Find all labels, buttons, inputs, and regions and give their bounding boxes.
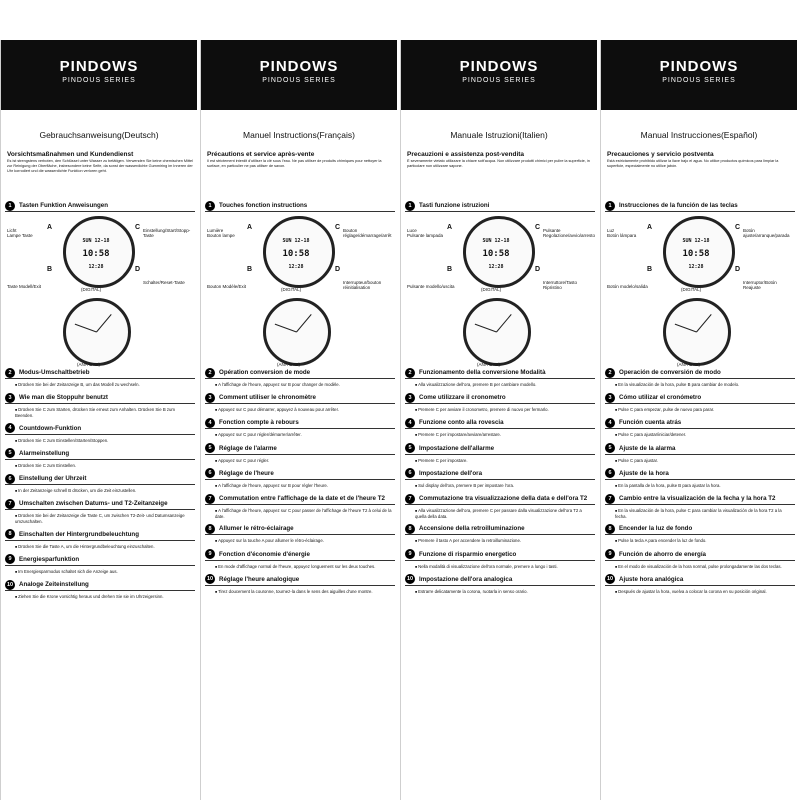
precaution-text: Il est strictement interdit d'utiliser la clé sous l'eau. Ne pas utiliser de produits chimiques pour nettoyer la surface, en particulier ne pas utiliser de savon.: [207, 159, 382, 168]
brand-name: PINDOWS: [459, 58, 539, 75]
button-diagram: [205, 214, 393, 367]
button-diagram: [5, 214, 193, 367]
brand-series: PINDOUS SERIES: [62, 77, 136, 84]
section-text: ■ Appuyez sur la touche A pour allumer le rétro-éclairage.: [201, 537, 397, 545]
section-title: Instrucciones de la función de las teclas: [619, 202, 738, 209]
light-button-label: Lumière Bouton lampe: [207, 228, 235, 238]
section-number: 1: [5, 201, 15, 211]
section-title: Wie man die Stoppuhr benutzt: [19, 394, 108, 402]
section-number: 4: [405, 418, 415, 428]
section-text: ■ Sul display dell'ora, premere B per impostare l'ora.: [401, 482, 597, 490]
precaution-title: Precauzioni e assistenza post-vendita: [407, 151, 525, 158]
start-stop-button-label: Pulsante Regolazione/avvio/arresto: [543, 228, 596, 238]
section-heading: [5, 554, 195, 566]
section-heading: [5, 579, 195, 591]
section-number: 4: [5, 423, 15, 433]
section-heading: [405, 200, 595, 212]
section-heading: [205, 574, 395, 586]
analog-watch-icon: [63, 298, 131, 366]
section-heading: [205, 549, 395, 561]
section-heading: [405, 417, 595, 429]
section-text: ■ Pulse C para ajustar/iniciar/detener.: [601, 431, 797, 439]
section-heading: [205, 392, 395, 404]
section-number: 3: [205, 393, 215, 403]
section-text: ■ Drücken Sie bei der Zeitanzeige die Taste C, um zwischen T2-Zeit- und Datumsanzeige umzuschalten.: [1, 512, 197, 525]
lcd-subtime: 12:28: [88, 264, 104, 270]
section-number: 5: [605, 443, 615, 453]
section-title: Encender la luz de fondo: [619, 525, 693, 533]
section-title: Réglage de l'heure: [219, 469, 274, 477]
section-heading: [605, 367, 795, 379]
section-title: Analoge Zeiteinstellung: [19, 581, 89, 589]
section-heading: [205, 443, 395, 455]
section-number: 10: [6, 581, 14, 588]
manual-column: [200, 40, 397, 800]
section-text: ■ Drücken Sie bei der Zeitanzeige B, um das Modell zu wechseln.: [1, 381, 197, 389]
section-text: ■ Estrarre delicatamente la corona, ruotarla in senso orario.: [401, 588, 597, 596]
section-heading: [405, 549, 595, 561]
brand-header: [1, 40, 197, 110]
section-heading: [5, 200, 195, 212]
section-number: 9: [405, 549, 415, 559]
section-heading: [405, 468, 595, 480]
section-title: Alarmeinstellung: [19, 449, 70, 457]
precaution-text: Es ist strengstens verboten, den Schlüssel unter Wasser zu betätigen. Verwenden Sie keine chemischen Mittel zur Reinigung der Oberfläche, insbesondere keine Seife, da sonst der wasserdichte Gummiring im Inneren der Uhr korrodiert und die wasserdichte Funktion verloren geht.: [7, 159, 194, 173]
section-title: Ajuste de la hora: [619, 469, 669, 477]
section-heading: [405, 392, 595, 404]
reset-button-label: Interrupteur/bouton réinitialisation: [343, 280, 382, 290]
key-c-label: C: [135, 224, 141, 231]
brand-name: PINDOWS: [259, 58, 339, 75]
key-c-label: C: [735, 224, 741, 231]
section-number: 2: [405, 368, 415, 378]
section-text: ■ Alla visualizzazione dell'ora, premere B per cambiare modello.: [401, 381, 597, 389]
section-title: Función cuenta atrás: [619, 419, 682, 427]
section-heading: [5, 448, 195, 460]
section-number: 7: [205, 494, 215, 504]
section-title: Modus-Umschaltbetrieb: [19, 369, 90, 376]
section-heading: [605, 523, 795, 535]
precaution-title: Vorsichtsmaßnahmen und Kundendienst: [7, 151, 134, 158]
section-title: Comment utiliser le chronomètre: [219, 394, 316, 402]
section-text: ■ Pulse C para ajustar.: [601, 457, 797, 465]
section-text: ■ Appuyez sur C pour démarrer, appuyez à nouveau pour arrêter.: [201, 406, 397, 414]
mode-button-label: Pulsante modello/uscita: [407, 284, 455, 289]
section-heading: [605, 549, 795, 561]
section-title: Ajuste de la alarma: [619, 444, 676, 452]
manual-title: Manual Instrucciones(Español): [640, 130, 758, 140]
section-title: Touches fonction instructions: [219, 202, 308, 209]
digital-caption: (DIGITAL): [681, 287, 702, 292]
section-number: 9: [205, 549, 215, 559]
section-title: Countdown-Funktion: [19, 424, 82, 432]
section-number: 6: [405, 468, 415, 478]
section-text: ■ Drücken Sie C zum Starten, drücken Sie erneut zum Anhalten. Drücken Sie B zum Beenden.: [1, 406, 197, 419]
lcd-date: SUN 12-18: [482, 238, 510, 244]
key-d-label: D: [735, 266, 741, 273]
section-text: ■ Appuyez sur C pour régler.: [201, 457, 397, 465]
section-title: Tasti funzione istruzioni: [419, 202, 490, 209]
section-title: Réglage de l'alarme: [219, 444, 277, 452]
lcd-display: [74, 235, 118, 270]
light-button-label: Luz Botón lámpara: [607, 228, 637, 238]
key-d-label: D: [135, 266, 141, 273]
section-title: Función de ahorro de energía: [619, 550, 706, 558]
brand-series: PINDOUS SERIES: [462, 77, 536, 84]
section-heading: [605, 493, 795, 505]
section-heading: [605, 574, 795, 586]
start-stop-button-label: Botón ajuste/arranque/parada: [743, 228, 790, 238]
key-b-label: B: [647, 266, 653, 273]
section-text: ■ Pulse C para empezar, pulse de nuevo para parar.: [601, 406, 797, 414]
section-heading: [5, 473, 195, 485]
section-title: Funzionamento della conversione Modalità: [419, 369, 546, 376]
section-heading: [205, 468, 395, 480]
section-number: 10: [206, 576, 214, 583]
section-heading: [605, 443, 795, 455]
digital-caption: (DIGITAL): [81, 287, 102, 292]
section-heading: [5, 529, 195, 541]
brand-header: [401, 40, 597, 110]
section-heading: [605, 417, 795, 429]
section-title: Energiesparfunktion: [19, 555, 80, 563]
section-heading: [205, 417, 395, 429]
section-title: Commutation entre l'affichage de la date et de l'heure T2: [219, 495, 385, 503]
section-title: Opération conversion de mode: [219, 369, 311, 376]
section-text: ■ En la visualización de la hora, pulse C para cambiar la visualización de la hora T2 a la fecha.: [601, 507, 797, 520]
lcd-date: SUN 12-18: [682, 238, 710, 244]
section-title: Allumer le rétro-éclairage: [219, 525, 294, 533]
section-text: ■ In der Zeitanzeige schnell B drücken, um die Zeit einzustellen.: [1, 487, 197, 495]
hour-hand-icon: [96, 314, 112, 332]
lcd-display: [474, 235, 518, 270]
key-b-label: B: [247, 266, 253, 273]
start-stop-button-label: Einstellung/Start/Stopp-Taste: [143, 228, 191, 238]
brand-name: PINDOWS: [59, 58, 139, 75]
section-text: ■ A l'affichage de l'heure, appuyez sur C pour passer de l'affichage de l'heure T2 à celui de la date.: [201, 507, 397, 520]
manual-title: Gebrauchsanweisung(Deutsch): [39, 130, 159, 140]
section-number: 2: [5, 368, 15, 378]
section-number: 7: [5, 499, 15, 509]
section-number: 7: [605, 494, 615, 504]
section-heading: [205, 200, 395, 212]
button-diagram: [405, 214, 596, 367]
section-heading: [5, 392, 195, 404]
reset-button-label: Schalter/Reset-Taste: [143, 280, 185, 285]
light-button-label: Luce Pulsante lampada: [407, 228, 444, 238]
digital-watch-icon: [463, 216, 535, 288]
analog-watch-icon: [263, 298, 331, 366]
section-number: 1: [405, 201, 415, 211]
key-c-label: C: [535, 224, 541, 231]
section-text: ■ Pulse la tecla A para encender la luz de fondo.: [601, 537, 797, 545]
section-number: 6: [5, 474, 15, 484]
light-button-label: Licht Lampe Taste: [7, 228, 33, 238]
section-text: ■ Nella modalità di visualizzazione dell'ora normale, premere a lungo i tasti.: [401, 563, 597, 571]
manual-title: Manuale Istruzioni(Italien): [450, 130, 548, 140]
digital-caption: (DIGITAL): [481, 287, 502, 292]
mode-button-label: Bouton Modèle/Exit: [207, 284, 247, 289]
section-text: ■ A l'affichage de l'heure, appuyez sur B pour changer de modèle.: [201, 381, 397, 389]
section-title: Funzione di risparmio energetico: [419, 550, 517, 558]
section-heading: [405, 493, 595, 505]
section-text: ■ En la visualización de la hora, pulse B para cambiar de modelo.: [601, 381, 797, 389]
section-text: ■ Premere C per impostare.: [401, 457, 597, 465]
lcd-subtime: 12:28: [288, 264, 304, 270]
minute-hand-icon: [75, 324, 97, 333]
section-number: 4: [205, 418, 215, 428]
section-number: 10: [406, 576, 414, 583]
section-heading: [205, 493, 395, 505]
manual-column: [400, 40, 597, 800]
section-title: Commutazione tra visualizzazione della data e dell'ora T2: [419, 495, 588, 503]
reset-button-label: Interruttore/Tasto Ripristino: [543, 280, 578, 290]
section-title: Einstellung der Uhrzeit: [19, 475, 87, 483]
section-title: Cambio entre la visualización de la fecha y la hora T2: [619, 495, 776, 503]
minute-hand-icon: [275, 324, 297, 333]
key-d-label: D: [535, 266, 541, 273]
section-heading: [405, 367, 595, 379]
section-number: 3: [5, 393, 15, 403]
section-number: 8: [605, 524, 615, 534]
section-text: ■ Después de ajustar la hora, vuelva a colocar la corona en su posición original.: [601, 588, 797, 596]
section-title: Operación de conversión de modo: [619, 369, 721, 376]
lcd-display: [274, 235, 318, 270]
lcd-time: 10:58: [82, 249, 110, 259]
key-a-label: A: [647, 224, 653, 231]
section-text: ■ En mode d'affichage normal de l'heure, appuyez longuement sur les deux touches.: [201, 563, 397, 571]
section-text: ■ Drücken Sie die Taste A, um die Hintergrundbeleuchtung einzuschalten.: [1, 543, 197, 551]
key-b-label: B: [447, 266, 453, 273]
section-heading: [605, 468, 795, 480]
precaution-title: Précautions et service après-vente: [207, 151, 315, 158]
precaution-title: Precauciones y servicio postventa: [607, 151, 714, 158]
section-number: 1: [605, 201, 615, 211]
lcd-date: SUN 12-18: [82, 238, 110, 244]
ana-digi-caption: (ANA-DIGI): [677, 362, 700, 367]
hour-hand-icon: [696, 314, 712, 332]
hour-hand-icon: [496, 314, 512, 332]
section-title: Ajuste hora analógica: [619, 575, 684, 583]
brand-header: [201, 40, 397, 110]
brand-series: PINDOUS SERIES: [662, 77, 736, 84]
section-number: 7: [405, 494, 415, 504]
section-number: 3: [605, 393, 615, 403]
ana-digi-caption: (ANA-DIGI): [277, 362, 300, 367]
digital-watch-icon: [263, 216, 335, 288]
section-text: ■ Ziehen Sie die Krone vorsichtig heraus und drehen Sie sie im Uhrzeigersinn.: [1, 593, 197, 601]
section-title: Tasten Funktion Anweisungen: [19, 202, 109, 209]
digital-watch-icon: [663, 216, 735, 288]
analog-watch-icon: [663, 298, 731, 366]
manual-column: [0, 40, 197, 800]
section-heading: [405, 443, 595, 455]
section-text: ■ Premere C per impostare/avviare/arrestare.: [401, 431, 597, 439]
section-title: Impostazione dell'allarme: [419, 444, 495, 452]
section-heading: [5, 367, 195, 379]
section-text: ■ Premere il tasto A per accendere la retroilluminazione.: [401, 537, 597, 545]
key-a-label: A: [447, 224, 453, 231]
lcd-display: [674, 235, 718, 270]
key-c-label: C: [335, 224, 341, 231]
lcd-subtime: 12:28: [488, 264, 504, 270]
section-title: Réglage l'heure analogique: [219, 575, 300, 583]
section-number: 4: [605, 418, 615, 428]
minute-hand-icon: [675, 324, 697, 333]
mode-button-label: Taste Modell/Exit: [7, 284, 42, 289]
mode-button-label: Botón modelo/salida: [607, 284, 648, 289]
section-text: ■ Alla visualizzazione dell'ora, premere C per passare dalla visualizzazione dell'ora T2 a quella della data.: [401, 507, 597, 520]
digital-caption: (DIGITAL): [281, 287, 302, 292]
section-heading: [5, 423, 195, 435]
brand-name: PINDOWS: [659, 58, 739, 75]
lcd-time: 10:58: [482, 249, 510, 259]
section-text: ■ Premere C per avviare il cronometro, premere di nuovo per fermarlo.: [401, 406, 597, 414]
section-heading: [205, 367, 395, 379]
manual-column: [600, 40, 797, 800]
section-number: 9: [5, 554, 15, 564]
section-title: Einschalten der Hintergrundbeleuchtung: [19, 530, 139, 538]
section-title: Fonction d'économie d'énergie: [219, 550, 310, 558]
section-number: 5: [405, 443, 415, 453]
section-number: 8: [205, 524, 215, 534]
section-number: 3: [405, 393, 415, 403]
lcd-time: 10:58: [682, 249, 710, 259]
hour-hand-icon: [296, 314, 312, 332]
section-heading: [205, 523, 395, 535]
section-text: ■ En el modo de visualización de la hora normal, pulse prolongadamente las dos teclas.: [601, 563, 797, 571]
section-text: ■ Im Energiesparmodus schaltet sich die Anzeige aus.: [1, 568, 197, 576]
brand-header: [601, 40, 797, 110]
button-diagram: [605, 214, 793, 367]
key-a-label: A: [47, 224, 53, 231]
section-heading: [605, 392, 795, 404]
section-number: 2: [205, 368, 215, 378]
section-number: 5: [205, 443, 215, 453]
analog-watch-icon: [463, 298, 531, 366]
section-text: ■ A l'affichage de l'heure, appuyez sur B pour régler l'heure.: [201, 482, 397, 490]
section-text: ■ Drücken Sie C zum Einstellen.: [1, 462, 197, 470]
section-number: 9: [605, 549, 615, 559]
section-text: ■ Appuyez sur C pour régler/démarrer/arrêter.: [201, 431, 397, 439]
section-heading: [405, 574, 595, 586]
section-number: 6: [605, 468, 615, 478]
ana-digi-caption: (ANA-DIGI): [77, 362, 100, 367]
start-stop-button-label: Bouton réglage/démarrage/arrêt: [343, 228, 392, 238]
section-title: Impostazione dell'ora: [419, 469, 483, 477]
section-number: 1: [205, 201, 215, 211]
section-heading: [5, 498, 195, 510]
section-number: 6: [205, 468, 215, 478]
section-title: Cómo utilizar el cronómetro: [619, 394, 702, 402]
section-title: Funzione conto alla rovescia: [419, 419, 504, 427]
section-number: 2: [605, 368, 615, 378]
minute-hand-icon: [475, 324, 497, 333]
lcd-date: SUN 12-18: [282, 238, 310, 244]
ana-digi-caption: (ANA-DIGI): [477, 362, 500, 367]
key-d-label: D: [335, 266, 341, 273]
digital-watch-icon: [63, 216, 135, 288]
lcd-time: 10:58: [282, 249, 310, 259]
precaution-text: Está estrictamente prohibido utilizar la llave bajo el agua. No utilice productos químicos para limpiar la superficie, especialmente no utilice jabón.: [607, 159, 779, 168]
section-title: Come utilizzare il cronometro: [419, 394, 506, 402]
key-b-label: B: [47, 266, 53, 273]
reset-button-label: Interruptor/Botón Reajuste: [743, 280, 777, 290]
section-title: Fonction compte à rebours: [219, 419, 299, 427]
section-number: 8: [5, 529, 15, 539]
section-number: 5: [5, 448, 15, 458]
section-title: Impostazione dell'ora analogica: [419, 575, 513, 583]
section-text: ■ Drücken Sie C zum Einstellen/Starten/Stoppen.: [1, 437, 197, 445]
manual-title: Manuel Instructions(Français): [243, 130, 355, 140]
precaution-text: È severamente vietato utilizzare la chiave sott'acqua. Non utilizzare prodotti chimici per pulire la superficie, in particolare non utilizzare sapone.: [407, 159, 590, 168]
section-heading: [605, 200, 795, 212]
section-title: Umschalten zwischen Datums- und T2-Zeitanzeige: [19, 500, 168, 508]
section-number: 10: [606, 576, 614, 583]
section-text: ■ En la pantalla de la hora, pulse B para ajustar la hora.: [601, 482, 797, 490]
section-heading: [405, 523, 595, 535]
section-title: Accensione della retroilluminazione: [419, 525, 525, 533]
section-number: 8: [405, 524, 415, 534]
section-text: ■ Tirez doucement la couronne, tournez-la dans le sens des aiguilles d'une montre.: [201, 588, 397, 596]
brand-series: PINDOUS SERIES: [262, 77, 336, 84]
key-a-label: A: [247, 224, 253, 231]
lcd-subtime: 12:28: [688, 264, 704, 270]
